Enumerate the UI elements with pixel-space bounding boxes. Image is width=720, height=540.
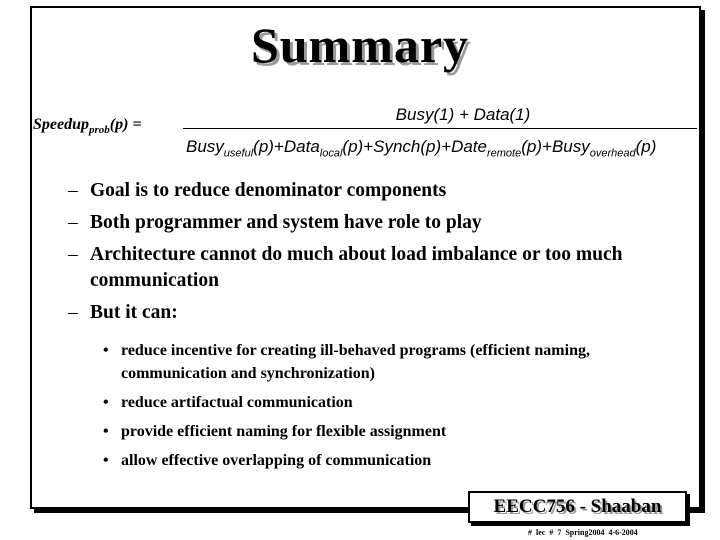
sub-point: • allow effective overlapping of communication [103,449,663,472]
den-term: (p)+Data [253,137,320,156]
sub-points-list [103,339,663,478]
den-term: Busy [186,137,224,156]
slide-footer: # lec # 7 Spring2004 4-6-2004 [528,528,638,537]
equation-denominator [186,137,656,159]
equation-numerator [183,105,720,125]
den-sub: remote [486,147,522,160]
main-point: – Goal is to reduce denominator components [68,178,688,204]
numerator-text: Busy(1) + Data(1) [395,105,531,124]
lhs-subscript: prob [89,124,110,137]
main-point: – Both programmer and system have role to play [68,210,688,236]
den-sub: overhead [589,147,636,160]
den-term: (p)+Busy [521,137,590,156]
equation-lhs [33,116,142,136]
slide-title: Summary [250,17,470,73]
main-point: – But it can: [68,300,688,326]
lhs-tail: (p) = [109,116,142,133]
main-point: – Architecture cannot do much about load imbalance or too much communication [68,242,688,294]
sub-point: • reduce artifactual communication [103,391,663,414]
den-term: (p)+Synch(p)+Date [342,137,487,156]
den-sub: useful [223,147,254,160]
den-sub: local [319,147,343,160]
den-term: (p) [635,137,657,156]
sub-point: • reduce incentive for creating ill-behaved programs (efficient naming, communication and synchronization) [103,339,663,385]
fraction-bar [183,128,697,129]
sub-point: • provide efficient naming for flexible assignment [103,420,663,443]
main-points-list [68,178,688,332]
lhs-main: Speedup [33,116,89,133]
course-badge: EECC756 - Shaaban [468,491,687,523]
